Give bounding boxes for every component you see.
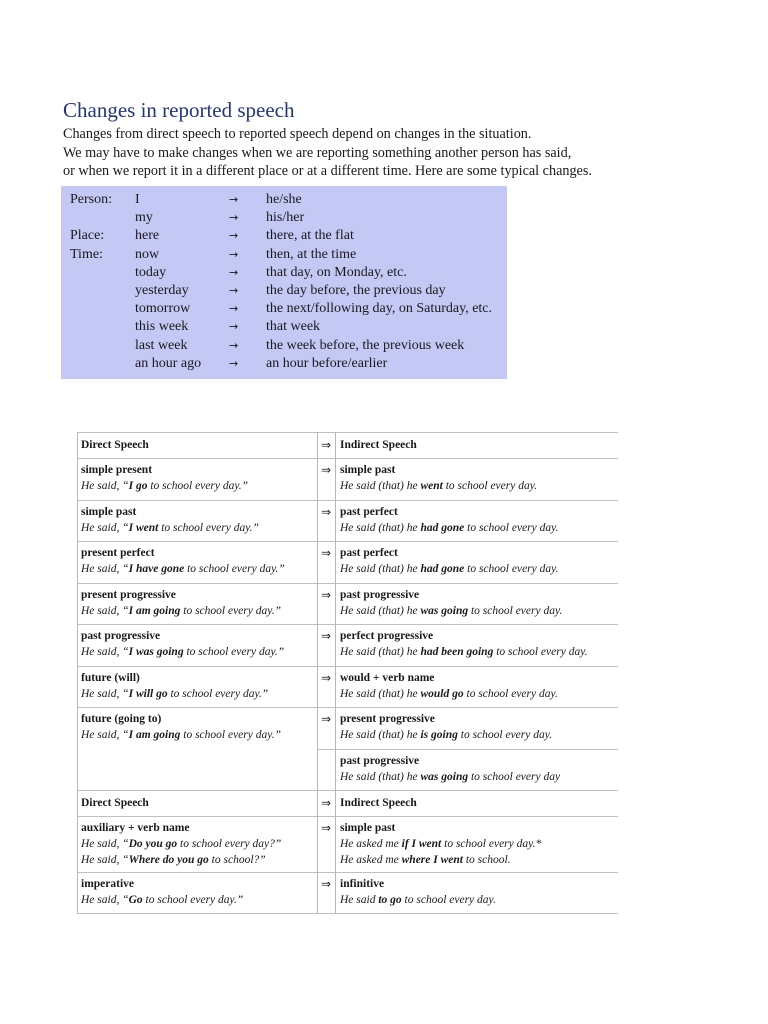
indirect-cell	[340, 545, 558, 577]
example-sentence: He said (that) he was going to school every day.	[340, 604, 563, 617]
change-to: an hour before/earlier	[266, 355, 388, 371]
column-header: Direct Speech	[81, 439, 149, 451]
table-row-rule	[77, 432, 618, 433]
change-category: Place:	[70, 228, 105, 244]
table-row-rule	[77, 583, 618, 584]
indirect-cell	[340, 820, 541, 868]
tense-label: imperative	[81, 877, 135, 890]
double-arrow-icon: ⇒	[320, 796, 332, 810]
tense-label: perfect progressive	[340, 630, 434, 642]
example-sentence: He said, “Do you go to school every day?”	[81, 838, 282, 850]
column-header: Indirect Speech	[340, 439, 417, 451]
double-arrow-icon: ⇒	[320, 504, 332, 519]
double-arrow-icon: ⇒	[320, 546, 332, 560]
tense-label: simple present	[81, 464, 153, 476]
example-sentence: He said, “I will go to school every day.”	[81, 687, 269, 700]
table-row-rule	[77, 624, 618, 625]
example-sentence: He said, “I am going to school every day.”	[81, 729, 281, 741]
change-from: last week	[135, 337, 188, 353]
header-cell-indirect	[340, 437, 417, 453]
page-title: Changes in reported speech	[63, 98, 295, 122]
example-sentence: He said, “I was going to school every day.”	[81, 646, 285, 658]
header-cell-direct	[81, 795, 149, 811]
change-from: this week	[135, 319, 189, 335]
intro-line: or when we report it in a different place or at a different time. Here are some typical changes.	[63, 163, 592, 179]
table-row-rule	[77, 913, 618, 914]
typical-changes-box	[61, 186, 507, 379]
change-to: there, at the flat	[266, 228, 354, 244]
double-arrow-icon: ⇒	[320, 821, 332, 835]
change-to: the next/following day, on Saturday, etc.	[266, 301, 493, 317]
double-arrow-icon: ⇒	[320, 463, 332, 477]
table-row-rule	[77, 541, 618, 542]
table-row-rule	[77, 458, 618, 459]
example-sentence: He said, “Go to school every day.”	[81, 893, 244, 906]
change-row	[61, 246, 507, 264]
example-sentence: He said, “I have gone to school every day.”	[81, 563, 285, 575]
intro-line: Changes from direct speech to reported speech depend on changes in the situation.	[63, 126, 532, 142]
direct-cell	[81, 504, 259, 536]
example-sentence: He said (that) he was going to school every day	[340, 770, 561, 783]
example-sentence: He said (that) he went to school every day.	[340, 480, 538, 492]
arrow-icon: →	[229, 247, 239, 261]
double-arrow-icon: ⇒	[320, 876, 332, 891]
arrow-icon: →	[229, 338, 239, 352]
direct-cell	[81, 670, 268, 702]
change-from: now	[135, 246, 160, 262]
tense-label: future (going to)	[81, 713, 162, 725]
indirect-cell	[340, 753, 560, 785]
indirect-cell	[340, 628, 588, 660]
tense-label: past perfect	[340, 505, 398, 518]
tense-label: simple past	[340, 464, 396, 476]
table-column-rule	[335, 432, 336, 913]
column-header: Direct Speech	[81, 797, 149, 809]
tense-label: past progressive	[340, 588, 420, 601]
example-sentence: He said (that) he would go to school every day.	[340, 687, 558, 700]
speech-conversion-table	[77, 432, 618, 913]
example-sentence: He said, “I am going to school every day.”	[81, 604, 281, 617]
tense-label: past progressive	[340, 754, 420, 767]
table-row-rule	[77, 872, 618, 873]
direct-cell	[81, 628, 284, 660]
tense-label: infinitive	[340, 877, 385, 890]
header-cell-indirect	[340, 795, 417, 811]
arrow-icon: →	[229, 265, 239, 279]
tense-label: future (will)	[81, 671, 140, 684]
column-header: Indirect Speech	[340, 797, 417, 809]
change-to: the week before, the previous week	[266, 337, 465, 353]
arrow-icon: →	[229, 193, 239, 206]
arrow-icon: →	[229, 302, 239, 316]
tense-label: present perfect	[81, 547, 155, 559]
arrow-icon: →	[229, 284, 239, 297]
table-row-rule	[77, 500, 618, 501]
example-sentence: He said (that) he had gone to school every day.	[340, 563, 559, 575]
indirect-cell	[340, 587, 562, 619]
change-row	[61, 300, 507, 318]
change-category: Person:	[70, 192, 112, 207]
tense-label: past perfect	[340, 547, 398, 559]
change-to: the day before, the previous day	[266, 283, 446, 298]
change-from: my	[135, 210, 153, 226]
double-arrow-icon: ⇒	[320, 629, 332, 643]
direct-cell	[81, 876, 243, 908]
change-to: he/she	[266, 192, 302, 207]
change-to: that week	[266, 319, 321, 335]
change-row	[61, 264, 507, 282]
change-from: here	[135, 228, 160, 244]
example-sentence: He asked me where I went to school.	[340, 854, 511, 866]
example-sentence: He said, “I go to school every day.”	[81, 480, 249, 492]
example-sentence: He said (that) he is going to school every day.	[340, 729, 553, 741]
indirect-cell	[340, 876, 496, 908]
arrow-icon: →	[229, 229, 239, 243]
table-column-rule	[77, 432, 78, 913]
change-from: tomorrow	[135, 301, 191, 317]
arrow-icon: →	[229, 211, 239, 225]
example-sentence: He said (that) he had gone to school every day.	[340, 521, 559, 534]
change-from: I	[135, 192, 140, 207]
direct-cell	[81, 711, 281, 743]
double-arrow-icon: ⇒	[320, 587, 332, 602]
table-row-rule	[77, 816, 618, 817]
direct-cell	[81, 545, 285, 577]
direct-cell	[81, 820, 281, 868]
table-row-rule	[77, 707, 618, 708]
double-arrow-icon: ⇒	[320, 712, 332, 726]
arrow-icon: →	[229, 320, 239, 334]
change-row	[61, 282, 507, 300]
tense-label: simple past	[340, 822, 396, 834]
example-sentence: He said, “Where do you go to school?”	[81, 854, 266, 866]
direct-cell	[81, 462, 248, 494]
indirect-cell	[340, 670, 558, 702]
change-row	[61, 337, 507, 355]
change-to: his/her	[266, 210, 305, 226]
example-sentence: He said, “I went to school every day.”	[81, 521, 259, 534]
example-sentence: He asked me if I went to school every day.*	[340, 838, 542, 850]
example-sentence: He said to go to school every day.	[340, 893, 496, 906]
indirect-cell	[340, 504, 558, 536]
double-arrow-icon: ⇒	[320, 438, 332, 452]
double-arrow-icon: ⇒	[320, 670, 332, 685]
table-column-rule	[317, 432, 318, 913]
change-row	[61, 191, 507, 209]
table-row-rule	[77, 666, 618, 667]
intro-paragraph	[63, 125, 623, 181]
indirect-cell	[340, 462, 537, 494]
change-row	[61, 209, 507, 227]
change-row	[61, 227, 507, 245]
tense-label: auxiliary + verb name	[81, 822, 190, 834]
tense-label: present progressive	[340, 713, 435, 725]
change-from: an hour ago	[135, 355, 202, 371]
table-row-rule	[317, 749, 618, 750]
tense-label: past progressive	[81, 630, 161, 642]
change-row	[61, 318, 507, 336]
tense-label: present progressive	[81, 588, 176, 601]
table-row-rule	[77, 790, 618, 791]
change-row	[61, 355, 507, 373]
example-sentence: He said (that) he had been going to school every day.	[340, 646, 588, 658]
tense-label: simple past	[81, 505, 137, 518]
direct-cell	[81, 587, 281, 619]
change-category: Time:	[70, 246, 103, 262]
arrow-icon: →	[229, 356, 239, 370]
intro-line: We may have to make changes when we are reporting something another person has said,	[63, 144, 572, 161]
header-cell-direct	[81, 437, 149, 453]
indirect-cell	[340, 711, 552, 743]
change-to: then, at the time	[266, 246, 357, 262]
change-from: today	[135, 264, 167, 280]
tense-label: would + verb name	[340, 671, 435, 684]
change-from: yesterday	[135, 283, 189, 298]
change-to: that day, on Monday, etc.	[266, 264, 407, 280]
